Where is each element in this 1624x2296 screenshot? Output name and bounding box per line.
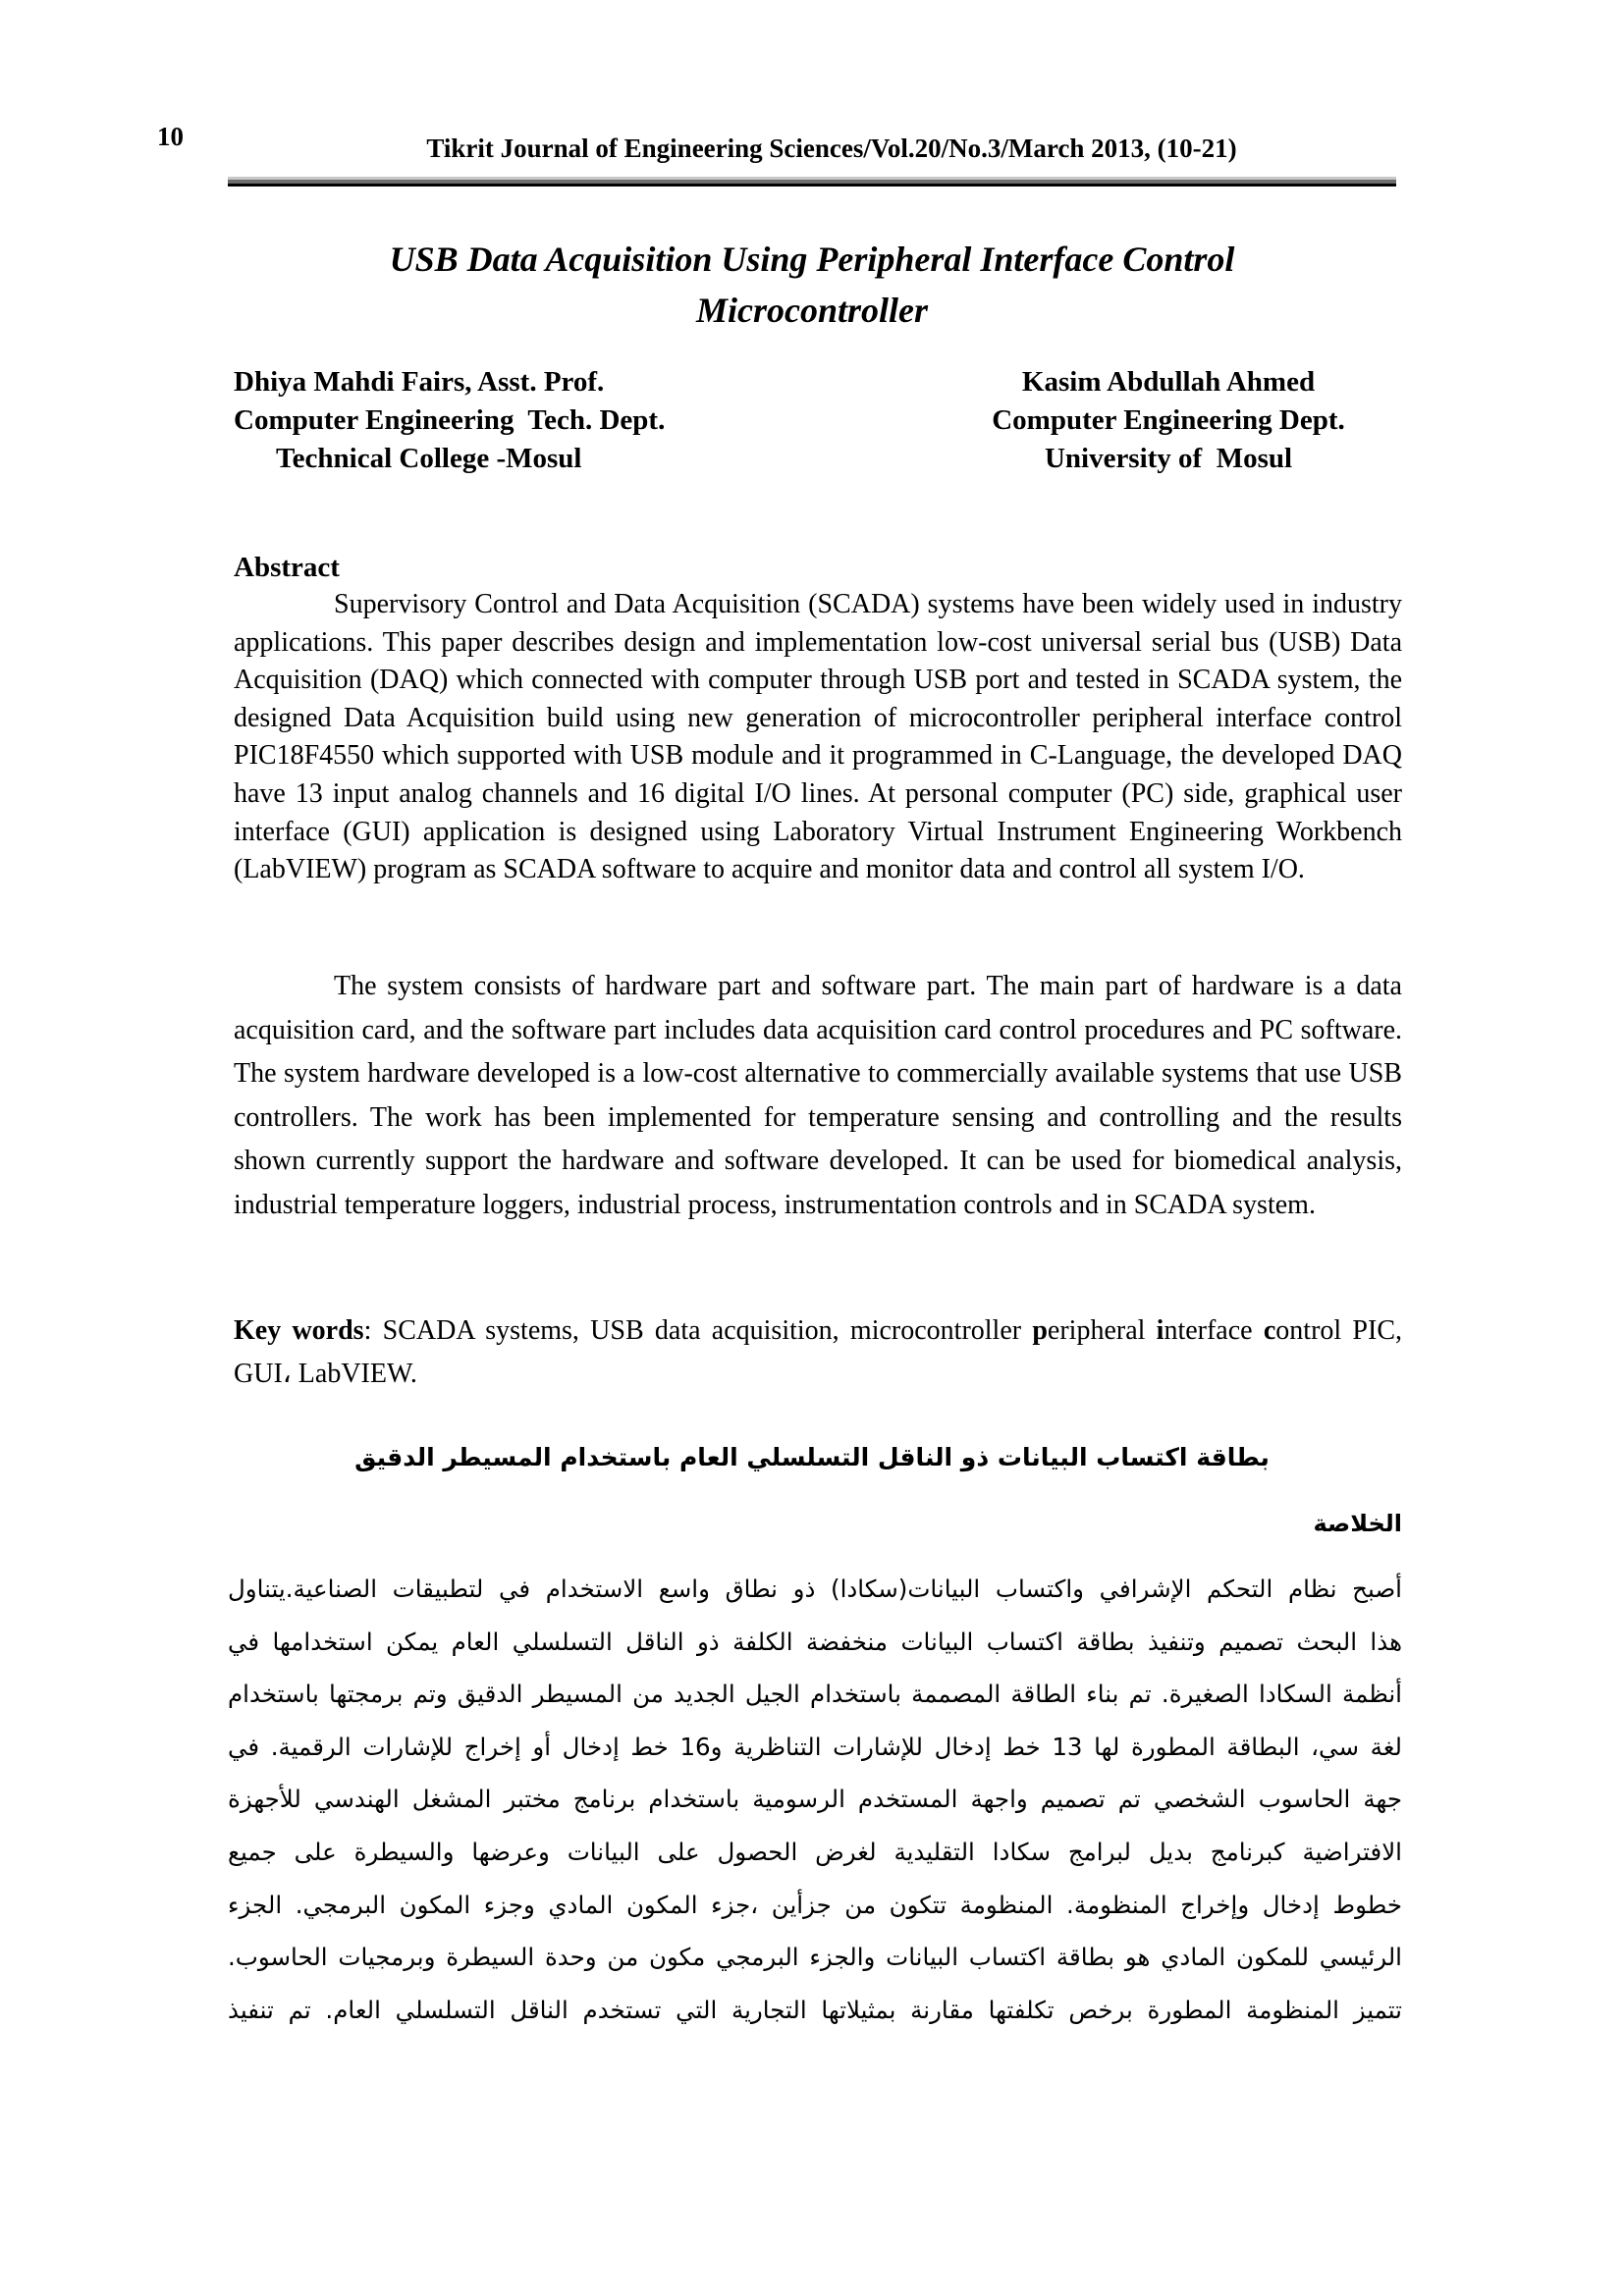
keywords-part: nterface [1164, 1315, 1264, 1346]
paper-title-line-2: Microcontroller [695, 291, 928, 330]
abstract-paragraph-2-text: The system consists of hardware part and software part. The main part of hardware is a data acquisition card, and the software part includes data acquisition card control procedures and PC software. The system hardware developed is a low-cost alternative to commercially available systems that use USB controllers. The work has been implemented for temperature sensing and controlling and the results shown currently support the hardware and software developed. It can be used for biomedical analysis, industrial temperature loggers, industrial process, instrumentation controls and in SCADA system. [234, 971, 1402, 1220]
arabic-line: جهة الحاسوب الشخصي تم تصميم واجهة المستخدم الرسومية باستخدام برنامج مختبر المشغل الهندسي للأجهزة [228, 1785, 1402, 1814]
keywords-bold-letter: p [1032, 1315, 1048, 1346]
keywords [234, 1309, 1402, 1396]
arabic-line: الرئيسي للمكون المادي هو بطاقة اكتساب البيانات والجزء البرمجي مكون من وحدة السيطرة وبرمجيات الحاسوب. [228, 1943, 1402, 1972]
abstract-paragraph-2 [234, 965, 1402, 1228]
author-institution: University of Mosul [1044, 443, 1293, 474]
arabic-title: بطاقة اكتساب البيانات ذو الناقل التسلسلي العام باستخدام المسيطر الدقيق [354, 1443, 1270, 1471]
keywords-part: ontrol PIC, GUI، LabVIEW. [234, 1315, 1403, 1389]
keywords-part: eripheral [1047, 1315, 1157, 1346]
author-name: Kasim Abdullah Ahmed [1021, 366, 1316, 398]
author-block-1 [234, 363, 665, 478]
arabic-line: أصبح نظام التحكم الإشرافي واكتساب البيانات(سكادا) ذو نطاق واسع الاستخدام في لتطبيقات الصناعية.يتناول [228, 1575, 1402, 1603]
author-department: Computer Engineering Tech. Dept. [234, 404, 666, 436]
arabic-line: هذا البحث تصميم وتنفيذ بطاقة اكتساب البيانات منخفضة الكلفة ذو الناقل التسلسلي العام يمكن استخدامها في [228, 1627, 1402, 1656]
abstract-paragraph-1 [234, 586, 1402, 889]
arabic-line: خطوط إدخال وإخراج المنظومة. المنظومة تتكون من جزأين ،جزء المكون المادي وجزء المكون البرمجي. الجزء [228, 1890, 1402, 1919]
header-rule-dark-band [228, 184, 1396, 187]
arabic-line: تتميز المنظومة المطورة برخص تكلفتها مقارنة بمثيلاتها التجارية التي تستخدم الناقل التسلسلي العام. تم تنفيذ [228, 1995, 1402, 2024]
keywords-part: : SCADA systems, USB data acquisition, microcontroller [363, 1315, 1033, 1346]
page-number: 10 [157, 122, 184, 151]
keywords-label: Key words [234, 1315, 364, 1346]
arabic-line: الافتراضية كبرنامج بديل لبرامج سكادا التقليدية لغرض الحصول على البيانات وعرضها والسيطرة على جميع [228, 1837, 1402, 1866]
author-institution: Technical College -Mosul [276, 443, 582, 474]
keywords-bold-letter: c [1263, 1315, 1276, 1346]
paper-title [228, 234, 1396, 336]
arabic-line: لغة سي، البطاقة المطورة لها 13 خط إدخال للإشارات التناظرية و16 خط إدخال أو إخراج للإشارات الرقمية. في [228, 1732, 1403, 1761]
abstract-paragraph-1-text: Supervisory Control and Data Acquisition (SCADA) systems have been widely used in industry applications. This paper describes design and implementation low-cost universal serial bus (USB) Data Acquisition (DAQ) which connected with computer through USB port and tested in SCADA system, the designed Data Acquisition build using new generation of microcontroller peripheral interface control PIC18F4550 which supported with USB module and it programmed in C-Language, the developed DAQ have 13 input analog channels and 16 digital I/O lines. At personal computer (PC) side, graphical user interface (GUI) application is designed using Laboratory Virtual Instrument Engineering Workbench (LabVIEW) program as SCADA software to acquire and monitor data and control all system I/O. [234, 589, 1402, 885]
author-block-2 [943, 363, 1394, 478]
running-header: Tikrit Journal of Engineering Sciences/Vol.20/No.3/March 2013, (10-21) [426, 133, 1237, 163]
abstract-heading: Abstract [234, 552, 340, 583]
arabic-abstract-heading: الخلاصة [1313, 1510, 1402, 1537]
keywords-text [234, 1309, 1402, 1396]
paper-title-line-1: USB Data Acquisition Using Peripheral Interface Control [389, 240, 1235, 279]
author-name: Dhiya Mahdi Fairs, Asst. Prof. [234, 366, 605, 398]
arabic-abstract-body [228, 1563, 1402, 2036]
keywords-bold-letter: i [1156, 1315, 1164, 1346]
author-department: Computer Engineering Dept. [992, 404, 1345, 436]
header-rule [228, 177, 1396, 187]
arabic-line: أنظمة السكادا الصغيرة. تم بناء الطاقة المصممة باستخدام الجيل الجديد من المسيطر الدقيق وتم برمجتها باستخدام [228, 1680, 1402, 1709]
